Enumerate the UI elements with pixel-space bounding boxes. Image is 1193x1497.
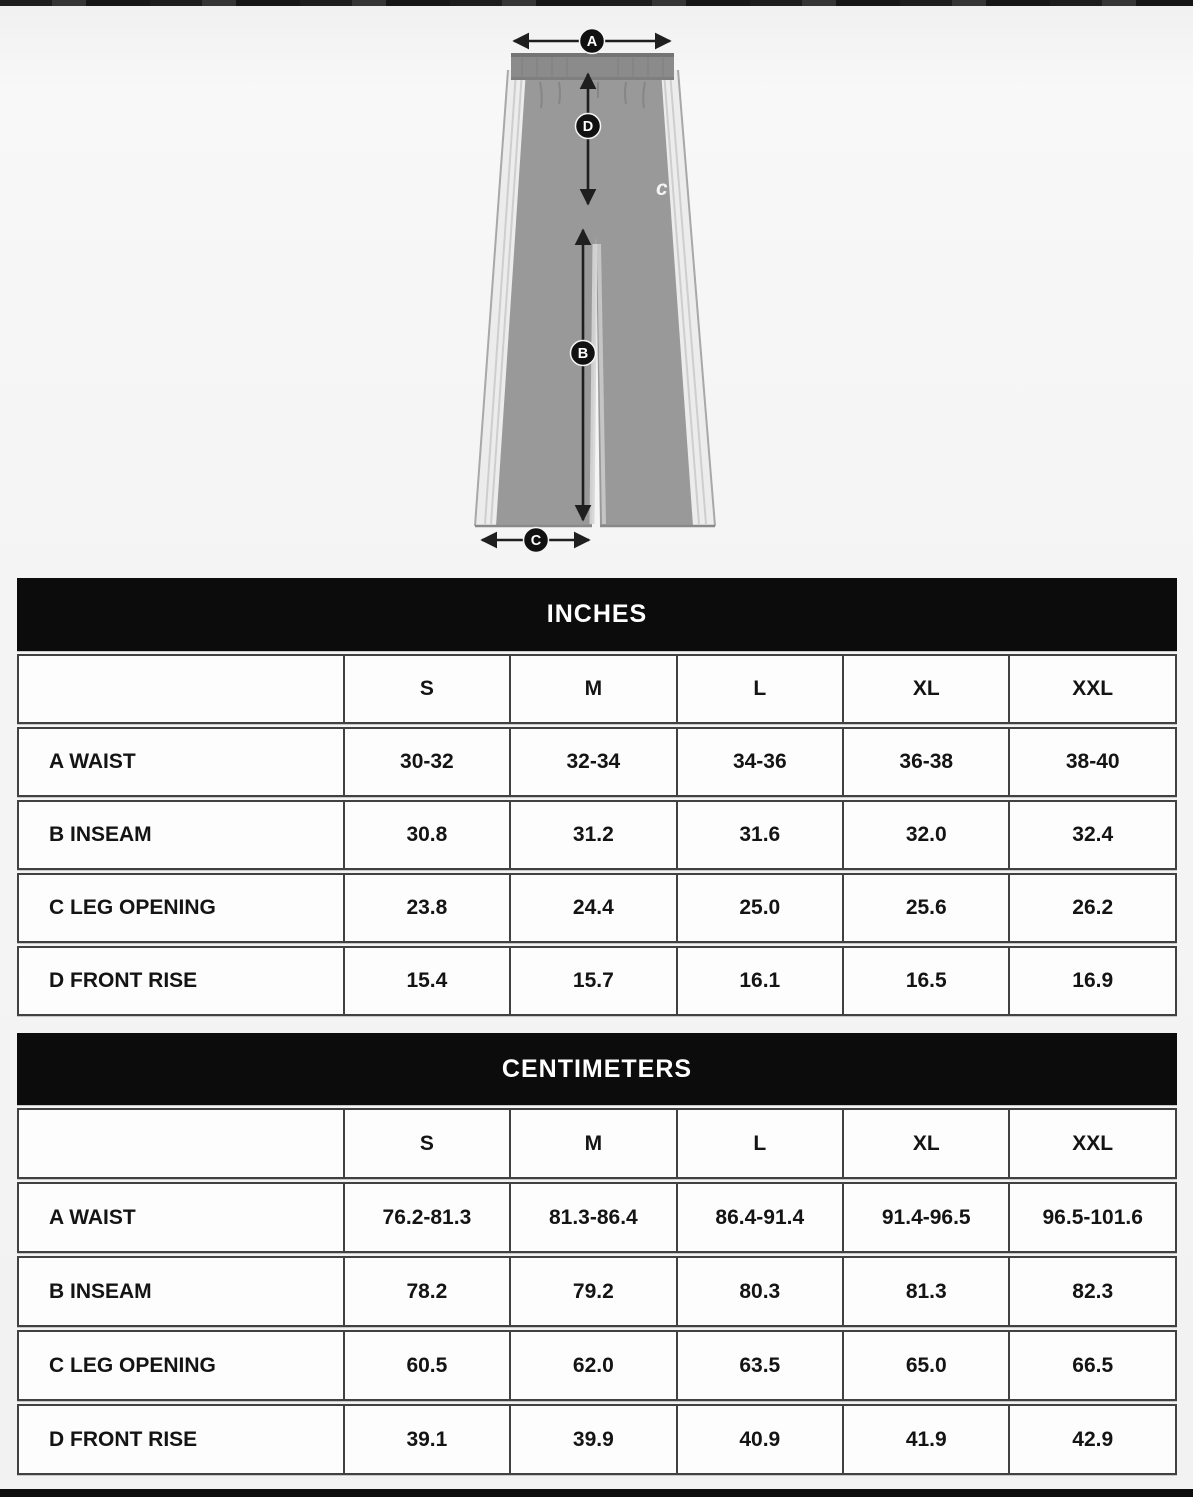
centimeters-header-size: XXL (1008, 1110, 1174, 1177)
waist-badge-letter: A (586, 34, 598, 50)
row-value: 66.5 (1008, 1332, 1174, 1399)
row-value: 65.0 (842, 1332, 1008, 1399)
row-label: B INSEAM (49, 1279, 152, 1303)
table-row (17, 946, 1177, 1016)
centimeters-title-bar (17, 1033, 1177, 1105)
row-value: 80.3 (676, 1258, 842, 1325)
row-value: 24.4 (509, 875, 675, 941)
row-value: 62.0 (509, 1332, 675, 1399)
row-label: C LEG OPENING (49, 896, 216, 919)
waistband (511, 53, 674, 80)
inseam-badge-letter: B (577, 346, 589, 362)
row-value: 32.4 (1008, 802, 1174, 868)
row-value: 76.2-81.3 (343, 1184, 509, 1251)
row-label: A WAIST (49, 750, 136, 773)
centimeters-header-blank (19, 1110, 343, 1177)
centimeters-header-size: XL (842, 1110, 1008, 1177)
front-rise-badge-letter: D (582, 119, 594, 135)
row-value: 31.6 (676, 802, 842, 868)
centimeters-header-row (17, 1108, 1177, 1179)
inches-header-row (17, 654, 1177, 724)
row-label: B INSEAM (49, 823, 152, 846)
inches-table (17, 578, 1177, 1019)
table-row (17, 1182, 1177, 1253)
row-value: 81.3-86.4 (509, 1184, 675, 1251)
row-label: D FRONT RISE (49, 969, 198, 992)
row-value: 40.9 (676, 1406, 842, 1473)
row-value: 25.0 (676, 875, 842, 941)
table-row (17, 1404, 1177, 1475)
centimeters-header-size: S (343, 1110, 509, 1177)
row-value: 36-38 (842, 729, 1008, 795)
inches-header-size: S (343, 656, 509, 722)
row-label: D FRONT RISE (49, 1427, 198, 1451)
row-value: 30-32 (343, 729, 509, 795)
waistband-bottom-line (511, 77, 674, 80)
row-value: 42.9 (1008, 1406, 1174, 1473)
row-value: 16.9 (1008, 948, 1174, 1014)
inches-title-bar (17, 578, 1177, 651)
centimeters-title: CENTIMETERS (501, 1054, 693, 1083)
table-row (17, 873, 1177, 943)
table-row (17, 1330, 1177, 1401)
row-value: 78.2 (343, 1258, 509, 1325)
pants-measurement-diagram (430, 8, 760, 568)
row-value: 38-40 (1008, 729, 1174, 795)
leg-opening-badge-letter: C (530, 533, 542, 549)
row-value: 31.2 (509, 802, 675, 868)
table-row (17, 727, 1177, 797)
inches-title: INCHES (546, 600, 648, 628)
inches-header-size: XXL (1008, 656, 1174, 722)
bottom-cropped-app-bar (0, 1489, 1193, 1497)
row-value: 32-34 (509, 729, 675, 795)
inches-header-blank (19, 656, 343, 722)
row-value: 39.9 (509, 1406, 675, 1473)
row-value: 34-36 (676, 729, 842, 795)
row-value: 15.7 (509, 948, 675, 1014)
centimeters-header-size: M (509, 1110, 675, 1177)
row-value: 63.5 (676, 1332, 842, 1399)
row-value: 16.5 (842, 948, 1008, 1014)
row-value: 15.4 (343, 948, 509, 1014)
row-value: 41.9 (842, 1406, 1008, 1473)
row-value: 30.8 (343, 802, 509, 868)
row-value: 86.4-91.4 (676, 1184, 842, 1251)
brand-logo-mark: c (656, 177, 668, 200)
table-row (17, 1256, 1177, 1327)
row-value: 82.3 (1008, 1258, 1174, 1325)
row-value: 39.1 (343, 1406, 509, 1473)
row-value: 96.5-101.6 (1008, 1184, 1174, 1251)
row-value: 91.4-96.5 (842, 1184, 1008, 1251)
row-value: 32.0 (842, 802, 1008, 868)
inches-header-size: M (509, 656, 675, 722)
centimeters-table (17, 1033, 1177, 1478)
table-row (17, 800, 1177, 870)
row-value: 26.2 (1008, 875, 1174, 941)
row-value: 79.2 (509, 1258, 675, 1325)
centimeters-header-size: L (676, 1110, 842, 1177)
row-label: C LEG OPENING (49, 1353, 216, 1377)
row-value: 23.8 (343, 875, 509, 941)
row-value: 60.5 (343, 1332, 509, 1399)
top-cropped-app-bar (0, 0, 1193, 6)
row-label: A WAIST (49, 1205, 136, 1229)
row-value: 81.3 (842, 1258, 1008, 1325)
inches-header-size: XL (842, 656, 1008, 722)
row-value: 25.6 (842, 875, 1008, 941)
row-value: 16.1 (676, 948, 842, 1014)
inches-header-size: L (676, 656, 842, 722)
